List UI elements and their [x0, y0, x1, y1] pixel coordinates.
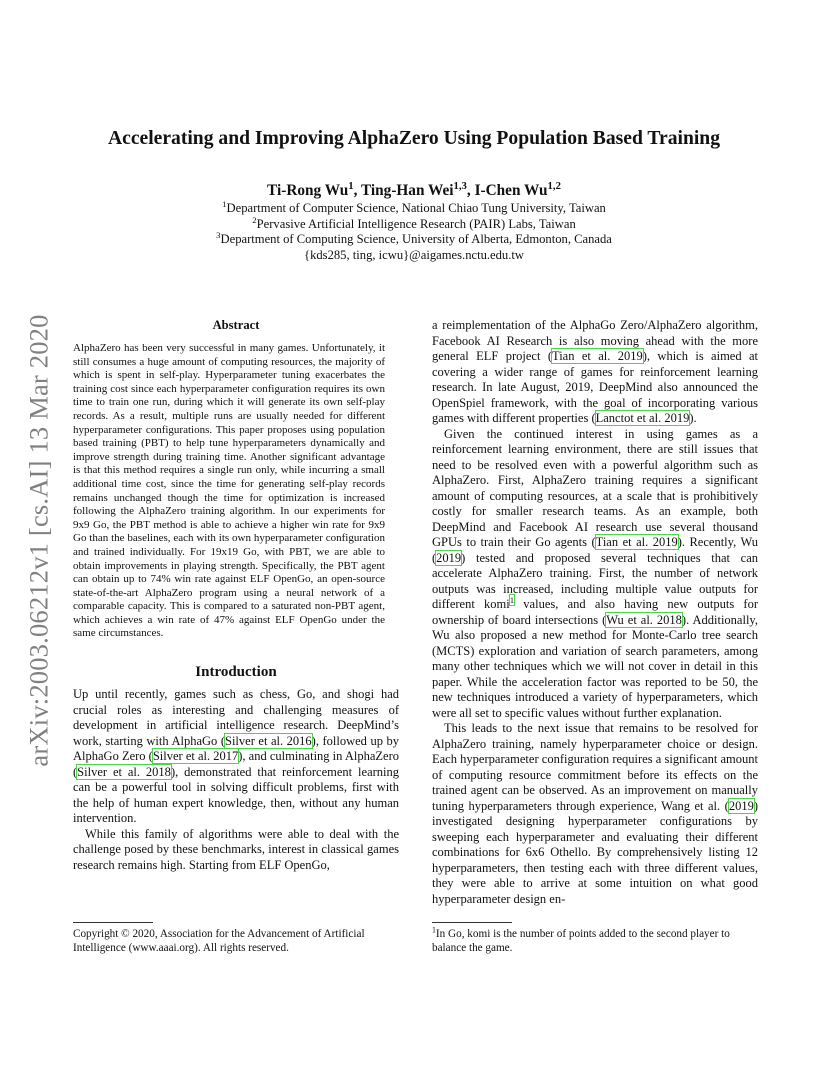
citation-link[interactable]: Silver et al. 2016 [225, 733, 312, 748]
intro-paragraph-1 [73, 687, 399, 827]
text-run: a reimplementation of the AlphaGo Zero/AlphaZero algorithm, Facebook AI Research is also moving ahead with the more general ELF project ( [432, 318, 758, 363]
citation-link[interactable]: Silver et al. 2018 [77, 764, 171, 779]
affiliation-block [60, 198, 768, 263]
right-paragraph-1 [432, 318, 758, 427]
text-run: Given the continued interest in using games as a reinforcement learning environment, there are still issues that need to be resolved even with a powerful algorithm such as AlphaZero. First, AlphaZero training requires a significant amount of computing resources, at a scale that is prohibitively costly for smaller research teams. As an example, both DeepMind and Facebook AI research use several thousand GPUs to train their Go agents ( [432, 426, 758, 549]
author-affiliation-mark: 1,2 [547, 179, 561, 192]
footnote-mark: 1 [432, 925, 436, 935]
copyright-notice: Copyright © 2020, Association for the Advancement of Artificial Intelligence (www.aaai.org). All rights reserved. [73, 928, 365, 954]
footnote-text: In Go, komi is the number of points added to the second player to balance the game. [432, 928, 730, 954]
affiliation-text: Pervasive Artificial Intelligence Research (PAIR) Labs, Taiwan [256, 216, 576, 231]
affiliation-mark: 2 [252, 214, 257, 225]
arxiv-identifier-stamp [17, 290, 61, 790]
text-run: ) investigated designing hyperparameter configurations by sweeping each hyperparameter and evaluating their different combinations for 6x6 Othello. By comprehensively listing 12 hyperparameters, then testing each with three different values, they were able to arrive at some intuition on what good hyperparameter design en- [432, 798, 758, 906]
affiliation-mark: 3 [216, 230, 221, 240]
citation-link[interactable]: Silver et al. 2017 [152, 749, 239, 764]
author-affiliation-mark: 1 [348, 179, 354, 192]
affiliation-text: Department of Computer Science, National Chiao Tung University, Taiwan [226, 201, 606, 215]
text-run: ). Recently, Wu ( [432, 535, 759, 565]
text-run: ), and culminating in AlphaZero ( [73, 749, 399, 779]
footnote-link[interactable]: 1 [509, 594, 515, 605]
citation-link[interactable]: 2019 [436, 550, 462, 565]
right-paragraph-2 [432, 427, 758, 722]
author-name: Ti-Rong Wu [267, 182, 349, 199]
author-affiliation-mark: 1,3 [453, 179, 467, 192]
text-run: ), followed up by AlphaGo Zero ( [73, 733, 399, 764]
affiliation-mark: 1 [222, 198, 227, 209]
author-name: Ting-Han Wei [360, 182, 454, 199]
footnote [432, 927, 758, 955]
citation-link[interactable]: Wu et al. 2018 [606, 612, 682, 627]
text-run: ), demonstrated that reinforcement learning can be a powerful tool in solving difficult problems, first with the help of human expert knowledge, then, without any human intervention. [73, 764, 399, 826]
author-list: Ti-Rong Wu$^1$, Ting-Han Wei$^{1,3}$, I-Chen Wu$^{1,2}$ [267, 179, 561, 199]
affiliation-line [60, 214, 768, 233]
citation-link[interactable]: Lanctot et al. 2019 [595, 411, 690, 425]
paper-title: Accelerating and Improving AlphaZero Using Population Based Training [107, 128, 721, 149]
abstract-heading: Abstract [212, 318, 260, 332]
text-run: Up until recently, games such as chess, Go, and shogi had crucial roles as interesting and challenging measures of development in artificial intelligence research. DeepMind’s work, starting with AlphaGo ( [73, 687, 399, 748]
citation-link[interactable]: Tian et al. 2019 [552, 349, 643, 363]
citation-link[interactable]: 2019 [728, 798, 754, 813]
arxiv-identifier-text: arXiv:2003.06212v1 [cs.AI] 13 Mar 2020 [23, 313, 54, 767]
author-name: I-Chen Wu [474, 182, 548, 199]
left-column [73, 318, 399, 873]
intro-paragraph-2: While this family of algorithms were able to deal with the challenge posed by these benchmarks, interest in classical games research remains high. Starting from ELF OpenGo, [73, 826, 399, 872]
introduction-heading: Introduction [195, 664, 277, 681]
right-paragraph-3 [432, 721, 758, 907]
affiliation-line [60, 198, 768, 217]
footnote-rule [432, 922, 512, 923]
text-run: This leads to the next issue that remains to be resolved for AlphaZero training, namely hyperparameter choice or design. Each hyperparameter configuration requires a significant amount of computing resource commitment before its effects on the trained agent can be observed. As an improvement on manually tuning hyperparameters through experience, Wang et al. ( [432, 721, 758, 813]
citation-link[interactable]: Tian et al. 2019 [595, 535, 678, 549]
text-run: ). Additionally, Wu also proposed a new method for Monte-Carlo tree search (MCTS) exploration and variation of search parameters, among many other techniques which we will not cover in detail in this paper. While the acceleration factor was reported to be 50, the new techniques introduced a variety of hyperparameters, which were all set to specific values without further explanation. [432, 612, 758, 720]
text-run: ). [689, 411, 697, 425]
text-run: values, and also having new outputs for ownership of board intersections ( [432, 597, 759, 627]
text-run: ), which is aimed at covering a wider range of games for reinforcement learning research. In late August, 2019, DeepMind also announced the OpenSpiel framework, with the goal of incorporating various games with different properties ( [432, 349, 758, 425]
affiliation-line [60, 232, 768, 248]
abstract-text: AlphaZero has been very successful in many games. Unfortunately, it still consumes a huge amount of computing resources, the majority of which is spent in self-play. Hyperparameter tuning exacerbates the training cost since each hyperparameter configuration requires its own time to train one run, during which it will generate its own self-play records. As a result, multiple runs are usually needed for different hyperparameter configurations. This paper proposes using population based training (PBT) to help tune hyperparameters dynamically and improve strength during training time. Another significant advantage is that this method requires a single run only, while incurring a small additional time cost, since the time for generating self-play records remains unchanged though the time for optimization is increased following the AlphaZero training algorithm. In our experiments for 9x9 Go, the PBT method is able to achieve a higher win rate for 9x9 Go than the baselines, each with its own hyperparameter configuration and trained individually. For 19x19 Go, with PBT, we are able to obtain improvements in playing strength. Specifically, the PBT agent can obtain up to 74% win rate against ELF OpenGo, an open-source state-of-the-art AlphaZero program using a neural network of a comparable capacity. This is compared to a saturated non-PBT agent, which achieves a win rate of 47% against ELF OpenGo under the same circumstances. [73, 342, 385, 640]
affiliation-text: Department of Computing Science, University of Alberta, Edmonton, Canada [220, 232, 612, 247]
text-run: ) tested and proposed several techniques that can accelerate AlphaZero training. First, the number of network outputs was increased, including multiple value outputs for different komi [432, 550, 758, 611]
email-line: {kds285, ting, icwu}@aigames.nctu.edu.tw [304, 247, 524, 262]
right-column [432, 318, 758, 907]
copyright-rule [73, 922, 153, 923]
